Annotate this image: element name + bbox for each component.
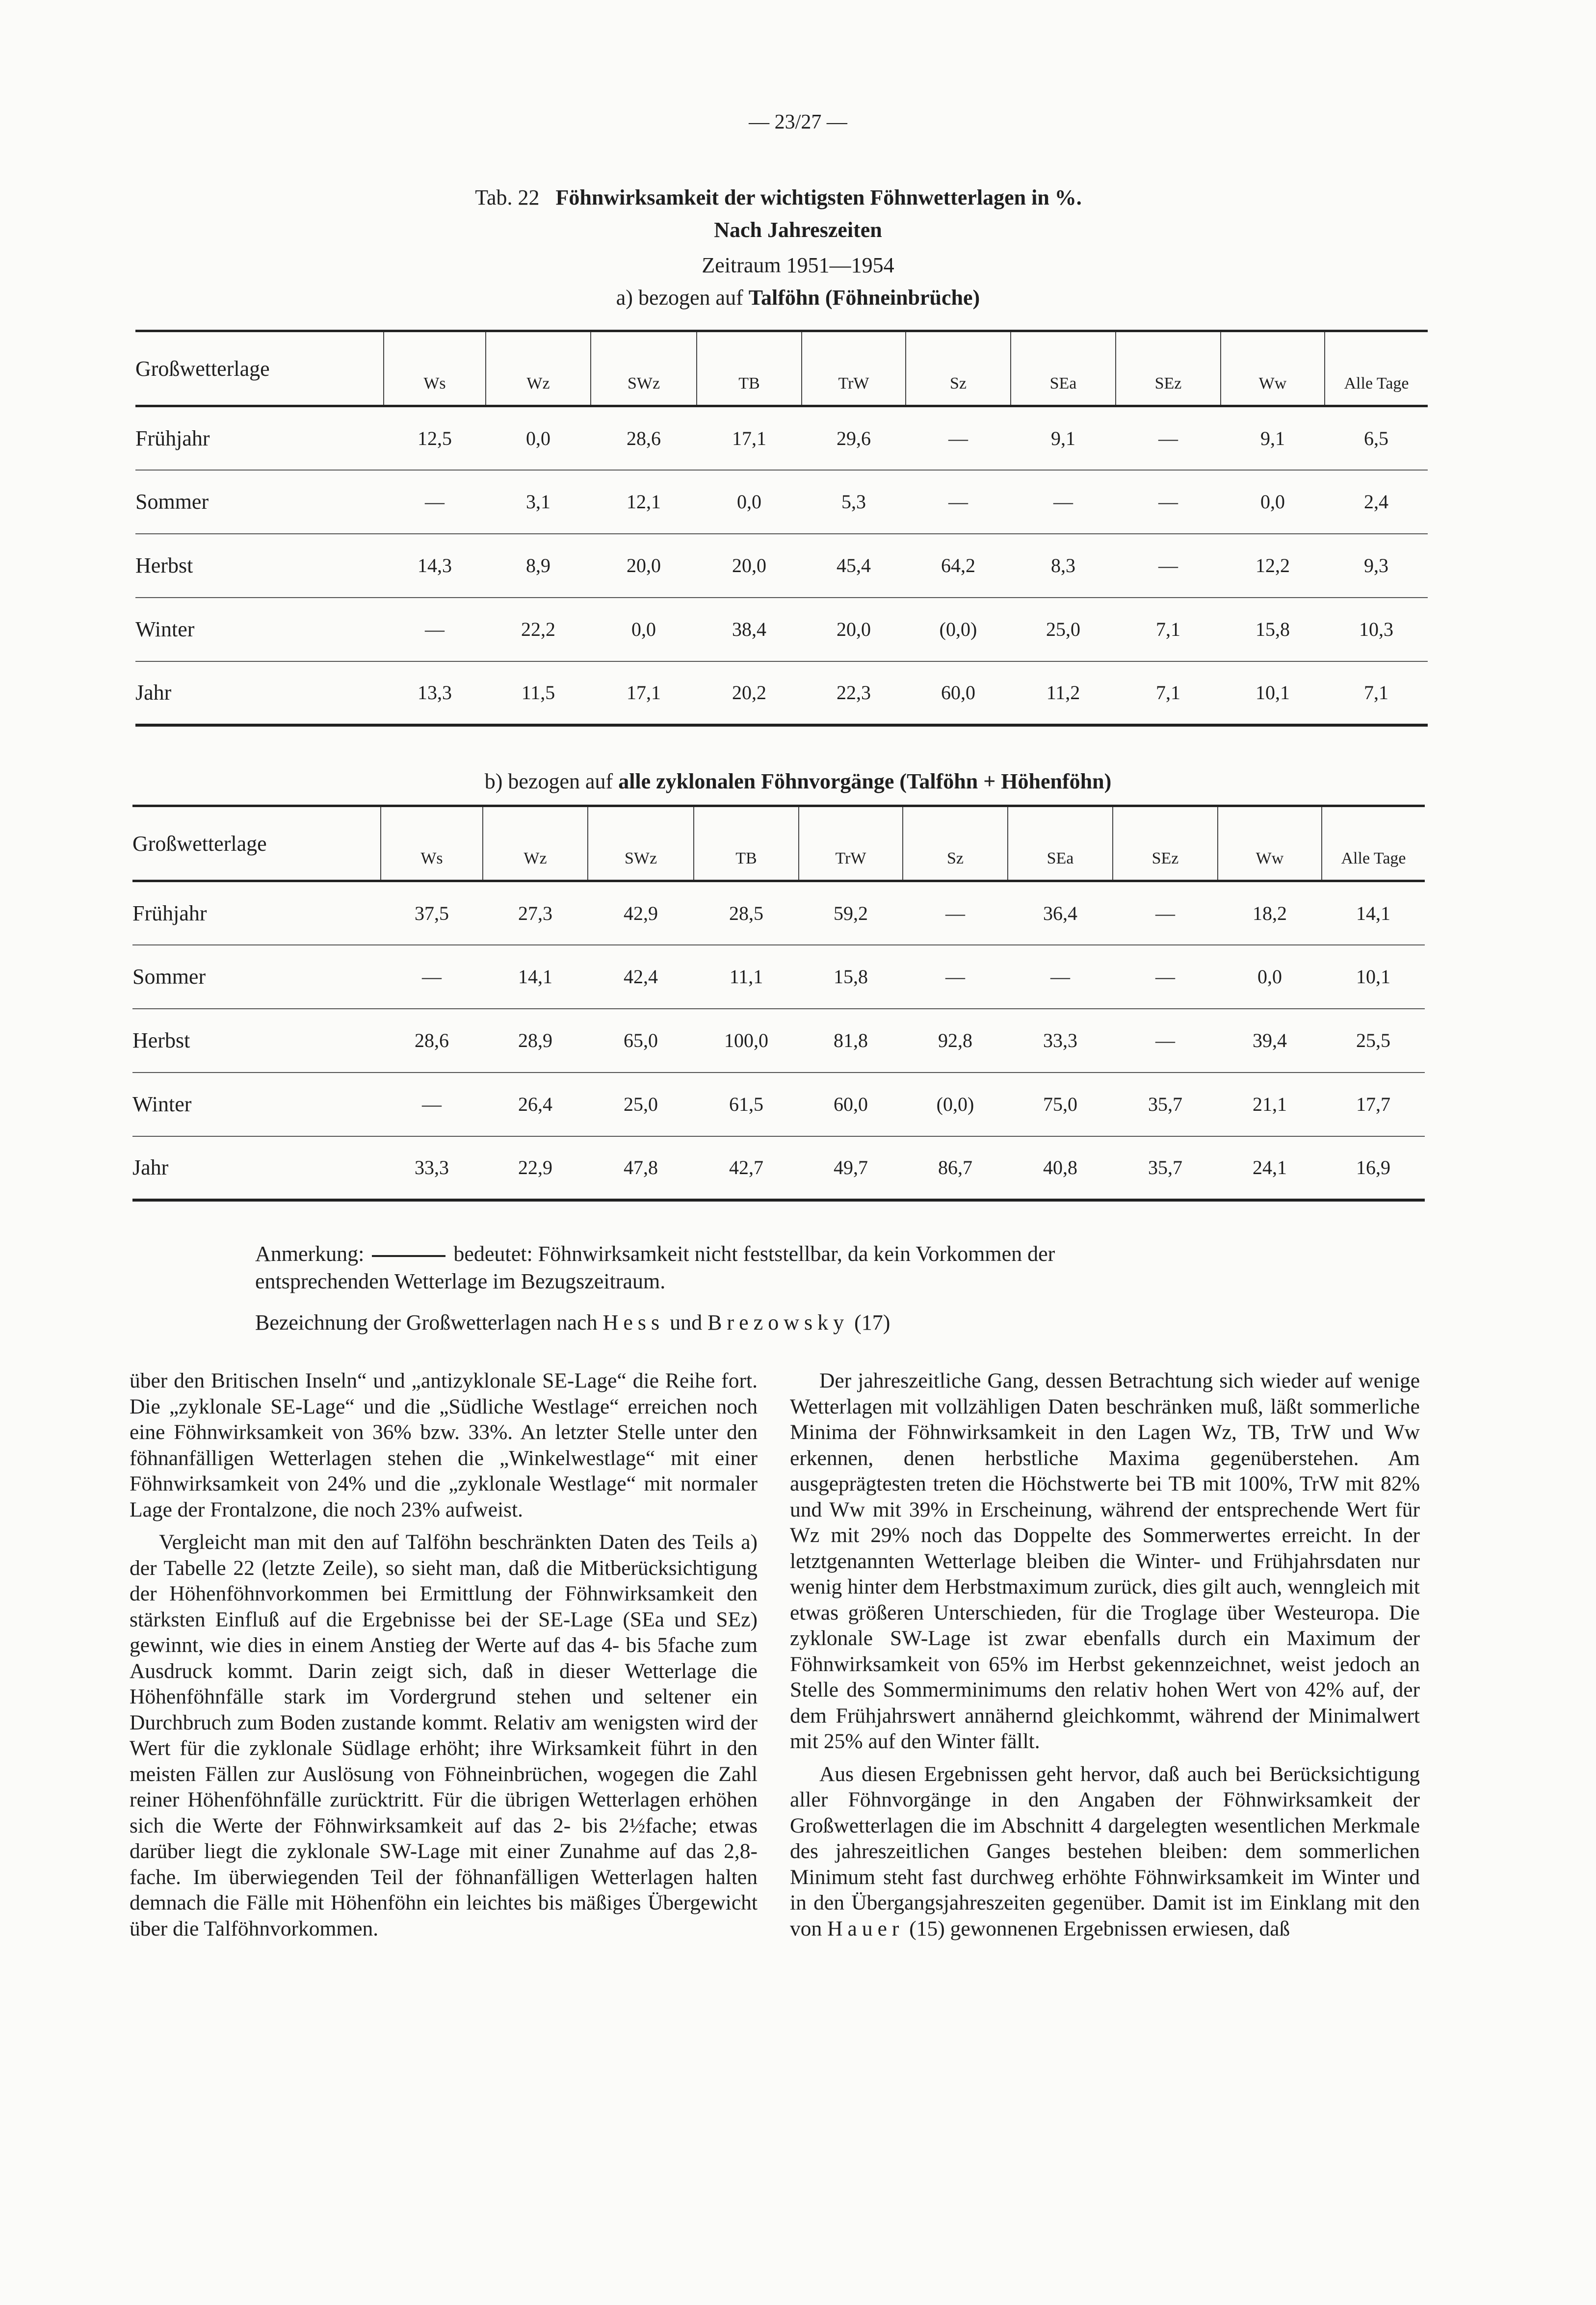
table-cell: 14,1 (1356, 902, 1390, 924)
right-column (790, 1368, 1420, 1941)
column-header: Ww (1218, 806, 1322, 881)
table-cell: 0,0 (631, 618, 656, 640)
column-header: Großwetterlage (135, 356, 270, 381)
table-cell: 15,8 (834, 966, 868, 988)
table-cell: — (422, 1093, 442, 1115)
column-header: SWz (591, 331, 697, 406)
table-row (132, 1009, 1425, 1073)
table-cell: 25,5 (1356, 1029, 1390, 1051)
source-prefix: Bezeichnung der Großwetterlagen nach (255, 1310, 598, 1335)
table-cell: — (945, 966, 965, 988)
table-a-body (135, 406, 1428, 725)
table-cell: 17,7 (1356, 1093, 1390, 1115)
table-cell: 20,0 (732, 554, 766, 576)
table-cell: 18,2 (1253, 902, 1287, 924)
table-cell: 29,6 (837, 427, 871, 449)
table-caption (0, 182, 1596, 214)
table-cell: 12,1 (627, 491, 661, 513)
table-cell: 40,8 (1043, 1156, 1077, 1179)
table-cell: 60,0 (834, 1093, 868, 1115)
table-cell: — (425, 491, 445, 513)
table-cell: 100,0 (724, 1029, 768, 1051)
table-cell: — (425, 618, 445, 640)
table-a-header-row (135, 331, 1428, 406)
table-cell: 35,7 (1148, 1156, 1182, 1179)
table-cell: 10,3 (1359, 618, 1393, 640)
row-label: Sommer (135, 490, 209, 514)
table-cell: 92,8 (938, 1029, 972, 1051)
table-cell: 25,0 (624, 1093, 658, 1115)
author-hauer: Hauer (827, 1916, 904, 1940)
column-header: SEa (1011, 331, 1116, 406)
table-cell: 33,3 (415, 1156, 449, 1179)
table-cell: — (945, 902, 965, 924)
table-cell: 14,1 (518, 966, 552, 988)
table-a (135, 330, 1428, 727)
column-header: Wz (486, 331, 591, 406)
part-b-text: b) bezogen auf (484, 769, 613, 793)
table-cell: 36,4 (1043, 902, 1077, 924)
table-cell: 12,2 (1256, 554, 1290, 576)
table-cell: 5,3 (841, 491, 866, 513)
right-paragraph-2 (790, 1761, 1420, 1942)
table-cell: 27,3 (518, 902, 552, 924)
note-text1: bedeutet: Föhnwirksamkeit nicht feststellbar, da kein Vorkommen der (453, 1242, 1055, 1266)
table-cell: — (1155, 1029, 1175, 1051)
left-column (130, 1368, 758, 1941)
caption-title: Föhnwirksamkeit der wichtigsten Föhnwetterlagen in %. (555, 185, 1082, 210)
part-a-bold: Talföhn (Föhneinbrüche) (748, 286, 980, 310)
table-cell: 11,5 (521, 681, 555, 704)
table-cell: 11,2 (1046, 681, 1080, 704)
source-ref: (17) (854, 1310, 890, 1335)
table-cell: 39,4 (1253, 1029, 1287, 1051)
table-cell: 42,4 (624, 966, 658, 988)
row-label: Herbst (132, 1028, 190, 1052)
column-header: SWz (588, 806, 694, 881)
source-and: und (670, 1310, 703, 1335)
table-cell: 7,1 (1364, 681, 1388, 704)
part-b-bold: alle zyklonalen Föhnvorgänge (Talföhn + Höhenföhn) (618, 769, 1112, 793)
table-cell: 22,2 (521, 618, 555, 640)
right-paragraph-1: Der jahreszeitliche Gang, dessen Betrachtung sich wieder auf wenige Wetterlagen mit vollzähligen Daten beschränken muß, läßt sommerliche Minima der Föhnwirksamkeit in den Lagen Wz, TB, TrW und Ww erkennen, denen herbstliche Maxima gegenüberstehen. Am ausgeprägtesten treten die Höchstwerte bei TB mit 100%, TrW mit 82% und Ww mit 39% in Erscheinung, während der entsprechende Wert für Wz mit 29% noch das Doppelte des Sommerwertes erreicht. In der letztgenannten Wetterlage bleiben die Winter- und Frühjahrsdaten nur wenig hinter dem Herbstmaximum zurück, dies gilt auch, wenngleich mit etwas größeren Unterschieden, für die Troglage über Westeuropa. Die zyklonale SW-Lage ist zwar ebenfalls durch ein Maximum der Föhnwirksamkeit von 65% im Herbst gekennzeichnet, weist jedoch an Stelle des Sommerminimums den relativ hohen Wert von 42% auf, der dem Frühjahrswert annähernd gleichkommt, während der Minimalwert mit 25% auf den Winter fällt. (790, 1369, 1420, 1753)
table-cell: 61,5 (729, 1093, 763, 1115)
table-b-header-row (132, 806, 1425, 881)
column-header: Sz (903, 806, 1008, 881)
table-cell: 45,4 (837, 554, 871, 576)
table-cell: 13,3 (418, 681, 452, 704)
table-cell: 6,5 (1364, 427, 1388, 449)
table-cell: 22,9 (518, 1156, 552, 1179)
table-row (132, 945, 1425, 1009)
table-cell: (0,0) (939, 618, 977, 640)
column-header: TB (697, 331, 802, 406)
table-cell: — (1158, 554, 1178, 576)
table-cell: 25,0 (1046, 618, 1080, 640)
table-cell: 0,0 (526, 427, 550, 449)
left-paragraph-1: über den Britischen Inseln“ und „antizyklonale SE-Lage“ die Reihe fort. Die „zyklonale SE-Lage“ und die „Südliche Westlage“ erreichen noch eine Föhnwirksamkeit von 36% bzw. 33%. An letzter Stelle unter den föhnanfälligen Wetterlagen stehen die „Winkelwestlage“ mit einer Föhnwirksamkeit von 24% und die „zyklonale Westlage“ mit normaler Lage der Frontalzone, die noch 23% aufweist. (130, 1369, 758, 1521)
table-cell: 10,1 (1356, 966, 1390, 988)
table-cell: 28,9 (518, 1029, 552, 1051)
table-cell: 7,1 (1156, 618, 1180, 640)
table-cell: 49,7 (834, 1156, 868, 1179)
column-header: Sz (906, 331, 1011, 406)
column-header: TB (694, 806, 799, 881)
table-cell: — (948, 491, 968, 513)
table-cell: 60,0 (941, 681, 975, 704)
column-header: Alle Tage (1325, 331, 1428, 406)
column-header: Ws (384, 331, 486, 406)
part-a-text: a) bezogen auf (616, 286, 743, 310)
table-cell: 9,1 (1051, 427, 1075, 449)
table-cell: 86,7 (938, 1156, 972, 1179)
table-cell: 37,5 (415, 902, 449, 924)
caption-part-b (0, 765, 1596, 798)
table-b-body (132, 881, 1425, 1200)
table-row (135, 534, 1428, 598)
table-row (135, 661, 1428, 725)
column-header: Ws (381, 806, 483, 881)
table-cell: 11,1 (729, 966, 763, 988)
row-label: Jahr (135, 681, 172, 705)
right-paragraph-2-end: (15) gewonnenen Ergebnissen erwiesen, daß (909, 1916, 1290, 1940)
column-header: Großwetterlage (132, 831, 267, 856)
table-cell: 3,1 (526, 491, 550, 513)
table-cell: 24,1 (1253, 1156, 1287, 1179)
table-cell: 38,4 (732, 618, 766, 640)
table-cell: 42,7 (729, 1156, 763, 1179)
source-author1: Hess (602, 1310, 665, 1335)
table-cell: — (1155, 966, 1175, 988)
table-cell: 17,1 (627, 681, 661, 704)
table-cell: 64,2 (941, 554, 975, 576)
table-cell: 65,0 (624, 1029, 658, 1051)
table-cell: 81,8 (834, 1029, 868, 1051)
source-author2: Brezowsky (707, 1310, 849, 1335)
table-cell: 59,2 (834, 902, 868, 924)
table-cell: 12,5 (418, 427, 452, 449)
table-cell: — (1158, 427, 1178, 449)
table-row (135, 406, 1428, 470)
left-paragraph-2: Vergleicht man mit den auf Talföhn beschränkten Daten des Teils a) der Tabelle 22 (letzte Zeile), so sieht man, daß die Mitberücksichtigung der Höhenföhnvorkommen bei Ermittlung der Föhnwirksamkeit den stärksten Einfluß auf die Ergebnisse bei der SE-Lage (SEa und SEz) gewinnt, wie dies in einem Anstieg der Werte auf das 4- bis 5fache zum Ausdruck kommt. Darin zeigt sich, daß in dieser Wetterlage die Höhenföhnfälle stark im Vordergrund stehen und seltener ein Durchbruch zum Boden zustande kommt. Relativ am wenigsten wird der Wert für die zyklonale Südlage erhöht; ihre Wirksamkeit führt in den meisten Fällen zur Auslösung von Föhneinbrüchen, wogegen die Zahl reiner Höhenföhnfälle zurücktritt. Für die übrigen Wetterlagen erhöhen sich die Werte der Föhnwirksamkeit auf das 2- bis 2½fache; etwas darüber liegt die zyklonale SW-Lage mit einer Zunahme auf das 2,8-fache. Im überwiegenden Teil der föhnanfälligen Wetterlagen halten demnach die Fälle mit Höhenföhn ein leichtes bis mäßiges Übergewicht über die Talföhnvorkommen. (130, 1530, 758, 1940)
row-label: Herbst (135, 553, 193, 577)
column-header: Wz (483, 806, 588, 881)
row-label: Winter (135, 617, 195, 641)
row-label: Winter (132, 1092, 192, 1116)
column-header: SEa (1008, 806, 1113, 881)
column-header: Ww (1221, 331, 1325, 406)
note-text2: entsprechenden Wetterlage im Bezugszeitraum. (255, 1269, 666, 1293)
page-number: — 23/27 — (749, 111, 847, 133)
table-cell: 20,0 (837, 618, 871, 640)
table-cell: 0,0 (737, 491, 761, 513)
table-row (132, 881, 1425, 945)
table-cell: — (1158, 491, 1178, 513)
column-header: Alle Tage (1322, 806, 1425, 881)
table-cell: 9,3 (1364, 554, 1388, 576)
source-note (255, 1309, 1433, 1336)
row-label: Sommer (132, 965, 206, 989)
column-header: SEz (1113, 806, 1218, 881)
column-header: TrW (802, 331, 906, 406)
table-cell: 15,8 (1256, 618, 1290, 640)
column-header: TrW (799, 806, 903, 881)
table-cell: 28,5 (729, 902, 763, 924)
table-cell: 0,0 (1260, 491, 1285, 513)
table-cell: 14,3 (418, 554, 452, 576)
table-cell: 10,1 (1256, 681, 1290, 704)
footnote (255, 1240, 1433, 1295)
table-cell: 16,9 (1356, 1156, 1390, 1179)
table-row (132, 1136, 1425, 1200)
table-cell: 20,0 (627, 554, 661, 576)
column-header: SEz (1116, 331, 1221, 406)
note-dash (372, 1255, 445, 1257)
table-cell: 33,3 (1043, 1029, 1077, 1051)
table-cell: 17,1 (732, 427, 766, 449)
table-cell: 21,1 (1253, 1093, 1287, 1115)
table-cell: (0,0) (936, 1093, 974, 1115)
table-cell: — (422, 966, 442, 988)
row-label: Jahr (132, 1155, 169, 1179)
table-cell: 35,7 (1148, 1093, 1182, 1115)
table-cell: 26,4 (518, 1093, 552, 1115)
table-cell: 8,3 (1051, 554, 1075, 576)
table-cell: 75,0 (1043, 1093, 1077, 1115)
table-cell: 28,6 (415, 1029, 449, 1051)
table-cell: 22,3 (837, 681, 871, 704)
caption-part-a (0, 282, 1596, 314)
table-row (135, 470, 1428, 534)
note-label: Anmerkung: (255, 1242, 365, 1266)
table-cell: 7,1 (1156, 681, 1180, 704)
caption-period: Zeitraum 1951—1954 (702, 253, 894, 277)
table-cell: 2,4 (1364, 491, 1388, 513)
table-cell: 0,0 (1257, 966, 1282, 988)
table-cell: 20,2 (732, 681, 766, 704)
table-cell: — (1053, 491, 1073, 513)
table-cell: 28,6 (627, 427, 661, 449)
table-b (132, 805, 1425, 1202)
table-cell: 42,9 (624, 902, 658, 924)
table-cell: 9,1 (1260, 427, 1285, 449)
table-cell: 47,8 (624, 1156, 658, 1179)
table-cell: — (1155, 902, 1175, 924)
table-cell: — (1050, 966, 1070, 988)
table-cell: 8,9 (526, 554, 550, 576)
table-row (132, 1073, 1425, 1136)
table-row (135, 598, 1428, 661)
caption-line2: Nach Jahreszeiten (714, 218, 882, 242)
right-paragraph-2-text: Aus diesen Ergebnissen geht hervor, daß auch bei Berücksichtigung aller Föhnvorgänge in den Angaben der Föhnwirksamkeit der Großwetterlagen die im Abschnitt 4 dargelegten wesentlichen Merkmale des jahreszeitlichen Ganges bestehen bleiben: dem sommerlichen Minimum steht fast durchweg erhöhte Föhnwirksamkeit im Winter und in den Übergangsjahreszeiten gegenüber. Damit ist im Einklang mit den von (790, 1762, 1420, 1940)
row-label: Frühjahr (132, 901, 207, 925)
row-label: Frühjahr (135, 426, 210, 450)
caption-prefix: Tab. 22 (475, 185, 540, 210)
table-cell: — (948, 427, 968, 449)
